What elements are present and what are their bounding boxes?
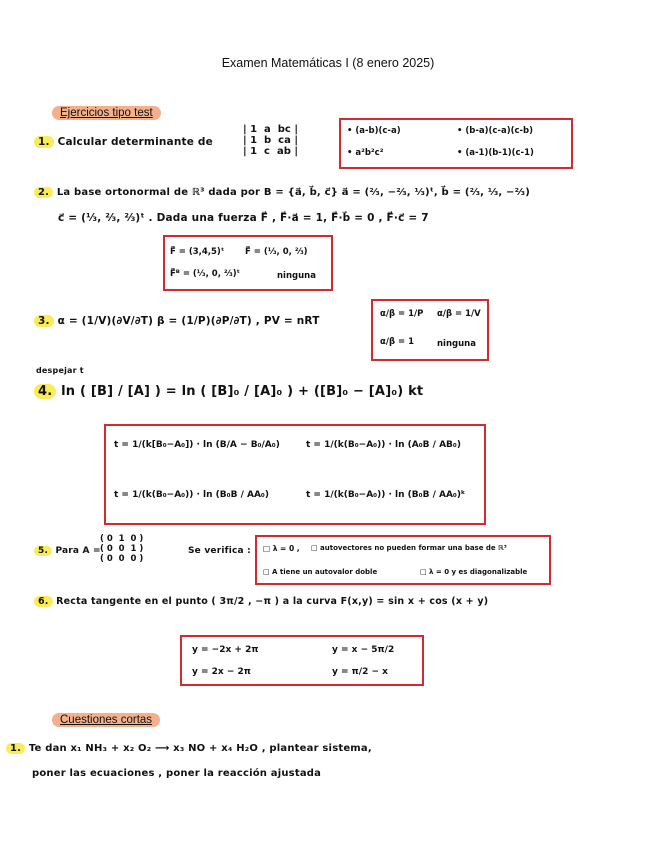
answer-box-6 (180, 635, 424, 686)
option: y = 2x − 2π (192, 667, 251, 677)
option: • (a-1)(b-1)(c-1) (457, 148, 534, 158)
question-text: Te dan x₁ NH₃ + x₂ O₂ ⟶ x₃ NO + x₄ H₂O , plantear sistema, (28, 743, 372, 754)
option: t = 1/(k[B₀−A₀]) · ln (B/A − B₀/A₀) (114, 440, 280, 450)
question-5-verify: Se verifica : (188, 546, 251, 556)
question-1-matrix: | 1 a bc | | 1 b ca | | 1 c ab | (243, 124, 298, 157)
question-number: 2. (34, 187, 53, 198)
option: ninguna (277, 271, 316, 281)
option: α/β = 1/V (437, 309, 481, 319)
option: □ λ = 0 y es diagonalizable (420, 568, 528, 576)
answer-box-2 (163, 235, 333, 291)
question-number: 1. (34, 136, 54, 148)
question-2 (34, 187, 530, 198)
page-title: Examen Matemáticas I (8 enero 2025) (221, 56, 435, 70)
answer-box-1 (339, 118, 573, 169)
question-1 (34, 136, 213, 148)
option: F⃗ = (3,4,5)ᵗ (170, 247, 225, 257)
option: α/β = 1 (380, 337, 414, 347)
section-heading-test: Ejercicios tipo test (52, 106, 161, 120)
question-number: 6. (34, 596, 53, 607)
option: F⃗ = (⅓, 0, ⅔) (245, 247, 308, 257)
answer-box-3 (371, 299, 489, 361)
option: t = 1/(k(B₀−A₀)) · ln (A₀B / AB₀) (306, 440, 461, 450)
option: y = x − 5π/2 (332, 645, 395, 655)
question-text: Recta tangente en el punto ( 3π/2 , −π ) a la curva F(x,y) = sin x + cos (x + y) (56, 596, 489, 607)
question-number: 3. (34, 315, 54, 327)
question-text: α = (1/V)(∂V/∂T) β = (1/P)(∂P/∂T) , PV = nRT (57, 315, 320, 327)
option: □ λ = 0 , (263, 544, 300, 553)
answer-box-4 (104, 424, 486, 525)
section-heading-short: Cuestiones cortas (52, 713, 160, 727)
question-text: Calcular determinante de (57, 136, 213, 148)
question-text: La base ortonormal de ℝ³ dada por B = {a⃗, b⃗, c⃗} a⃗ = (⅔, −⅔, ⅓)ᵗ, b⃗ = (⅔, ⅓, −⅔) (56, 187, 530, 198)
option: • (a-b)(c-a) (347, 126, 401, 136)
option: t = 1/(k(B₀−A₀)) · ln (B₀B / AA₀) (114, 490, 269, 500)
option: y = π/2 − x (332, 667, 388, 677)
question-2-line-2: c⃗ = (⅓, ⅔, ⅔)ᵗ . Dada una fuerza F⃗ , F⃗·a⃗ = 1, F⃗·b⃗ = 0 , F⃗·c⃗ = 7 (58, 212, 429, 224)
question-number: 4. (34, 384, 56, 399)
question-5 (34, 546, 101, 556)
question-3 (34, 315, 320, 327)
question-number: 1. (6, 743, 25, 754)
question-5-matrix: ( 0 1 0 ) ( 0 0 1 ) ( 0 0 0 ) (100, 534, 144, 564)
short-question-1 (6, 743, 372, 754)
option: ninguna (437, 339, 476, 349)
option: □ autovectores no pueden formar una base de ℝ³ (311, 544, 507, 552)
question-4 (34, 384, 423, 399)
question-number: 5. (34, 546, 52, 556)
short-question-1-line-2: poner las ecuaciones , poner la reacción ajustada (32, 768, 322, 779)
question-text: Para A = (55, 546, 101, 556)
option: • a²b²c² (347, 148, 384, 158)
option: α/β = 1/P (380, 309, 424, 319)
option: F⃗ᴮ = (⅓, 0, ⅔)ᵗ (170, 269, 240, 279)
option: y = −2x + 2π (192, 645, 259, 655)
answer-box-5 (255, 535, 551, 585)
option: □ A tiene un autovalor doble (263, 568, 378, 576)
option: t = 1/(k(B₀−A₀)) · ln (B₀B / AA₀)ᵏ (306, 490, 466, 500)
option: • (b-a)(c-a)(c-b) (457, 126, 534, 136)
question-equation: ln ( [B] / [A] ) = ln ( [B]₀ / [A]₀ ) + ([B]₀ − [A]₀) kt (61, 384, 424, 399)
question-6 (34, 596, 488, 607)
question-4-note: despejar t (36, 366, 84, 375)
